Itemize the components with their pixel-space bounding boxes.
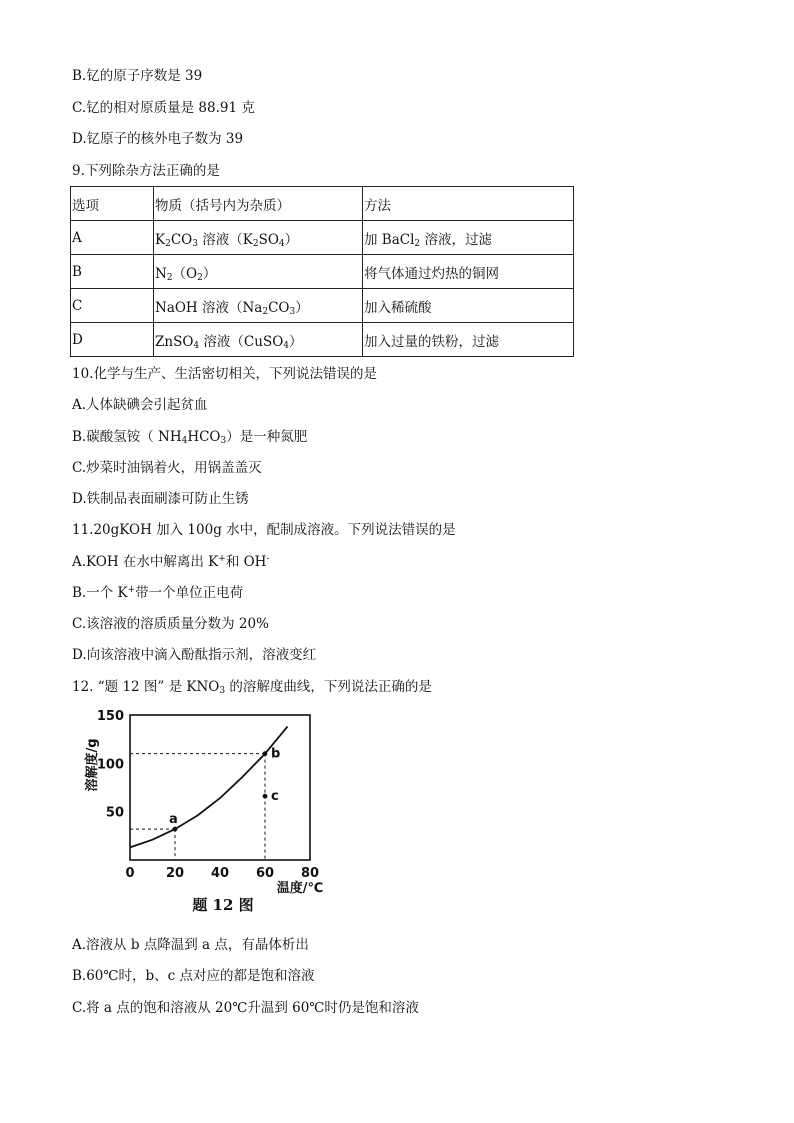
option-cell: B <box>71 255 154 289</box>
y-tick-label: 150 <box>96 709 124 724</box>
q12-option-b: B.60℃时，b、c 点对应的都是饱和溶液 <box>72 968 315 984</box>
x-axis-label: 温度/℃ <box>276 881 324 896</box>
option-cell: C <box>71 289 154 323</box>
x-tick-label: 60 <box>255 866 275 881</box>
question-9-stem: 9.下列除杂方法正确的是 <box>72 163 220 179</box>
y-axis-label: 溶解度/g <box>85 738 100 792</box>
method-cell: 加入过量的铁粉，过滤 <box>363 323 574 357</box>
question-11-stem: 11.20gKOH 加入 100g 水中，配制成溶液。下列说法错误的是 <box>72 522 456 538</box>
q11-option-a: A.KOH 在水中解离出 K+和 OH- <box>72 554 270 570</box>
figure-caption: 题 12 图 <box>192 896 254 914</box>
q12-option-c: C.将 a 点的饱和溶液从 20℃升温到 60℃时仍是饱和溶液 <box>72 1000 419 1016</box>
solubility-chart <box>80 702 340 917</box>
data-point-b <box>263 751 268 756</box>
table-header-row <box>71 187 574 221</box>
line-q8-d: D.钇原子的核外电子数为 39 <box>72 131 244 147</box>
table-row <box>71 323 574 357</box>
y-tick-label: 100 <box>96 757 124 773</box>
substance-cell: $K_2CO_3$ 溶液$(K_2SO_4)$ <box>154 221 363 255</box>
x-tick-label: 20 <box>165 866 185 881</box>
header-option: 选项 <box>71 187 154 221</box>
method-cell: 加入稀硫酸 <box>363 289 574 323</box>
table-row <box>71 221 574 255</box>
q11-option-d: D.向该溶液中滴入酚酞指示剂，溶液变红 <box>72 647 317 663</box>
q10-option-d: D.铁制品表面刷漆可防止生锈 <box>72 491 249 507</box>
q10-option-b: B.碳酸氢铵（ $NH_4HCO_3$）是一种氮肥 <box>72 429 308 446</box>
question-10-stem: 10.化学与生产、生活密切相关，下列说法错误的是 <box>72 366 377 382</box>
method-cell: 将气体通过灼热的铜网 <box>363 255 574 289</box>
x-tick-label: 40 <box>210 866 230 881</box>
data-point-c <box>263 794 268 799</box>
q10-option-c: C.炒菜时油锅着火，用锅盖盖灭 <box>72 460 262 476</box>
q11-option-b: B.一个 K+带一个单位正电荷 <box>72 585 244 601</box>
table-row <box>71 255 574 289</box>
q10-option-a: A.人体缺碘会引起贫血 <box>72 397 208 413</box>
substance-cell: ZnSO$_4$ 溶液（CuSO$_4$） <box>154 323 363 357</box>
line-q8-c: C.钇的相对原质量是 88.91 克 <box>72 100 255 116</box>
line-q8-b: B.钇的原子序数是 39 <box>72 68 203 84</box>
solubility-curve <box>130 727 288 848</box>
x-tick-label: 0 <box>125 866 135 881</box>
q11-option-c: C.该溶液的溶质质量分数为 20% <box>72 616 269 632</box>
data-point-a <box>173 827 178 832</box>
option-cell: D <box>71 323 154 357</box>
substance-cell: NaOH 溶液$(Na_2CO_3)$ <box>154 289 363 323</box>
point-label-c: c <box>271 789 279 805</box>
x-tick-label: 80 <box>300 866 320 881</box>
table-row <box>71 289 574 323</box>
method-cell: 加 BaCl$_2$ 溶液，过滤 <box>363 221 574 255</box>
q9-table <box>70 186 574 357</box>
question-12-stem: 12. “题 12 图” 是 $KNO_3$ 的溶解度曲线，下列说法正确的是 <box>72 679 432 696</box>
y-tick-label: 50 <box>105 805 124 821</box>
option-cell: A <box>71 221 154 255</box>
point-label-b: b <box>271 746 281 762</box>
header-substance: 物质（括号内为杂质） <box>154 187 363 221</box>
header-method: 方法 <box>363 187 574 221</box>
q12-option-a: A.溶液从 b 点降温到 a 点，有晶体析出 <box>72 937 309 953</box>
point-label-a: a <box>169 812 178 828</box>
substance-cell: $N_2(O_2)$ <box>154 255 363 289</box>
